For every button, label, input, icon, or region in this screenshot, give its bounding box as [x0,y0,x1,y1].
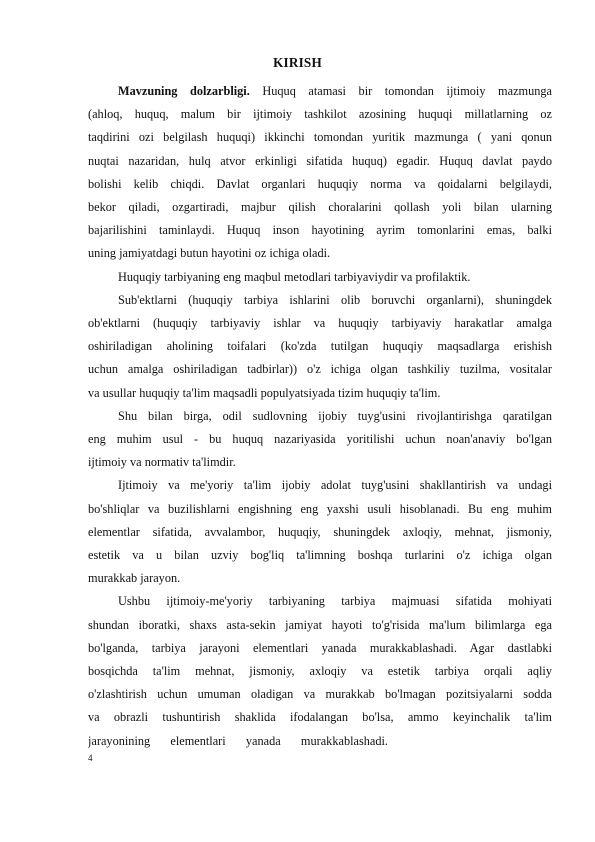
paragraph-line: va usullar huquqiy ta'lim maqsadli populyatsiyada tizim huquqiy ta'lim. [88,385,441,400]
body-text [88,80,552,753]
paragraph-line: eng muhim usul - bu huquq nazariyasida yoritilishi uchun noan'anaviy bo'lgan [88,432,552,447]
paragraph-line: bekor qiladi, ozgartiradi, majbur qilish choralarini qollash yoli bilan ularning [88,200,552,215]
paragraph-line: murakkab jarayon. [88,571,181,586]
paragraph-line: bajarilishini taminlaydi. Huquq inson hayotining ayrim tomonlarini emas, balki [88,223,552,238]
paragraph-line: estetik va u bilan uzviy bog'liq ta'limning boshqa turlarini o'z ichiga olgan [88,548,552,563]
paragraph-line: uchun amalga oshiriladigan tadbirlar)) o'z ichiga olgan tashkiliy tuzilma, vositalar [88,362,552,377]
lead-bold-text: Mavzuning dolzarbligi. [118,84,250,98]
page-number: 4 [88,753,93,763]
paragraph-line: taqdirini ozi belgilash huquqi) ikkinchi tomondan yuritik mazmunga ( yani qonun [88,130,552,145]
paragraph-line: ob'ektlarni (huquqiy tarbiyaviy ishlar va huquqiy tarbiyaviy harakatlar amalga [88,316,552,331]
paragraph-line: ijtimoiy va normativ ta'limdir. [88,455,236,470]
paragraph-line: shundan iboratki, shaxs asta-sekin jamiyat hayoti to'g'risida ma'lum bilimlarga ega [88,617,552,632]
paragraph-line: o'zlashtirish uchun umuman oladigan va murakkab bo'lmagan pozitsiyalarni sodda [88,687,552,702]
paragraph-line: jarayonining elementlari yanada murakkablashadi. [88,733,388,748]
page-heading: KIRISH [273,55,322,70]
paragraph-line: Huquqiy tarbiyaning eng maqbul metodlari tarbiyaviydir va profilaktik. [118,269,471,284]
paragraph-line: bo'lganda, tarbiya jarayoni elementlari yanada murakkablashadi. Agar dastlabki [88,640,552,655]
paragraph-line: va obrazli tushuntirish shaklida ifodalangan bo'lsa, ammo keyinchalik ta'lim [88,710,552,725]
paragraph-line: bo'shliqlar va buzilishlarni engishning eng yaxshi usuli hisoblanadi. Bu eng muhim [88,501,552,516]
paragraph-line: bolishi kelib chiqdi. Davlat organlari huquqiy norma va qoidalarni belgilaydi, [88,176,552,191]
paragraph-line: Ushbu ijtimoiy-me'yoriy tarbiyaning tarbiya majmuasi sifatida mohiyati [118,594,552,609]
paragraph-line: bosqichda ta'lim mehnat, jismoniy, axloqiy va estetik tarbiya orqali aqliy [88,664,552,679]
paragraph-line: Ijtimoiy va me'yoriy ta'lim ijobiy adolat tuyg'usini shakllantirish va undagi [118,478,552,493]
paragraph-line: (ahloq, huquq, malum bir ijtimoiy tashkilot azosining huquqi millatlarning oz [88,107,552,122]
paragraph-line: Sub'ektlarni (huquqiy tarbiya ishlarini olib boruvchi organlarni), shuningdek [118,292,552,307]
paragraph-line: oshiriladigan aholining toifalari (ko'zda tutilgan huquqiy maqsadlarga erishish [88,339,552,354]
paragraph-line: nuqtai nazaridan, hulq atvor erkinligi sifatida huquq) egadir. Huquq davlat paydo [88,153,552,168]
paragraph-line: uning jamiyatdagi butun hayotini oz ichiga oladi. [88,246,331,261]
paragraph-line: Mavzuning dolzarbligi. Huquq atamasi bir tomondan ijtimoiy mazmunga [118,84,552,98]
paragraph-line: elementlar sifatida, avvalambor, huquqiy, shuningdek axloqiy, mehnat, jismoniy, [88,524,552,539]
paragraph-line: Shu bilan birga, odil sudlovning ijobiy tuyg'usini rivojlantirishga qaratilgan [118,408,552,423]
